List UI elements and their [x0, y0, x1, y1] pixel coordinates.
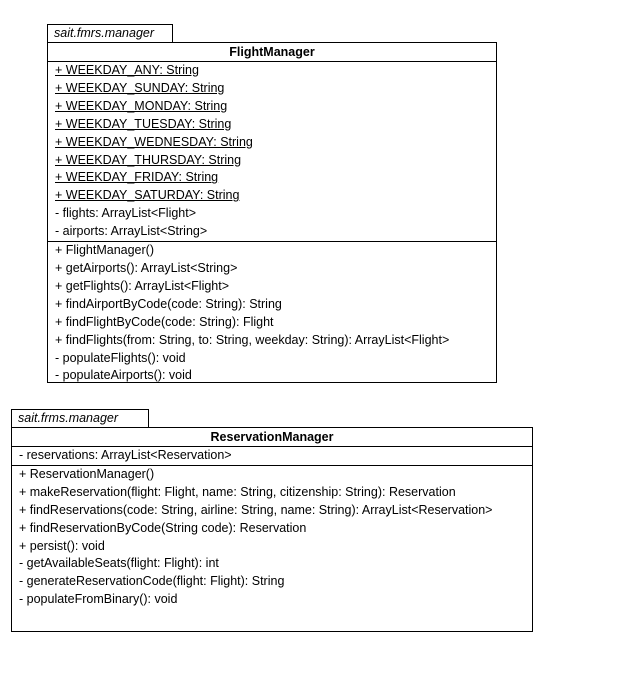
class-attribute: + WEEKDAY_THURSDAY: String	[55, 152, 242, 167]
class-attribute: + WEEKDAY_SUNDAY: String	[55, 80, 225, 95]
reservation-manager-methods	[12, 466, 532, 609]
flight-manager-methods	[48, 242, 496, 385]
class-method: + ReservationManager()	[19, 466, 155, 481]
class-method: - populateFlights(): void	[55, 350, 186, 365]
class-method: - populateFromBinary(): void	[19, 592, 178, 607]
class-attribute: + WEEKDAY_TUESDAY: String	[55, 116, 232, 131]
class-attribute: + WEEKDAY_ANY: String	[55, 63, 199, 77]
class-attribute: + WEEKDAY_FRIDAY: String	[55, 170, 219, 185]
reservation-manager-package-tab: sait.frms.manager	[11, 409, 149, 427]
class-method: + FlightManager()	[55, 243, 154, 258]
class-method: - generateReservationCode(flight: Flight): String	[19, 574, 285, 589]
class-method: + getAirports(): ArrayList<String>	[55, 260, 238, 275]
reservation-manager-attributes	[12, 447, 532, 466]
flight-manager-class-box	[47, 42, 497, 383]
class-method: + getFlights(): ArrayList<Flight>	[55, 278, 230, 293]
class-method: + findReservationByCode(String code): Reservation	[19, 520, 307, 535]
class-method: + findFlights(from: String, to: String, weekday: String): ArrayList<Flight>	[55, 332, 450, 347]
class-method: - populateAirports(): void	[55, 368, 192, 383]
class-method: + findFlightByCode(code: String): Flight	[55, 314, 274, 329]
flight-manager-package-tab: sait.fmrs.manager	[47, 24, 173, 42]
reservation-manager-class-box	[11, 427, 533, 632]
flight-manager-attributes	[48, 62, 496, 242]
flight-manager-class-name: FlightManager	[48, 43, 496, 62]
class-method: + findAirportByCode(code: String): String	[55, 296, 282, 311]
class-attribute: - airports: ArrayList<String>	[55, 224, 208, 239]
class-method: - getAvailableSeats(flight: Flight): int	[19, 556, 219, 571]
class-attribute: + WEEKDAY_SATURDAY: String	[55, 188, 240, 203]
class-method: + persist(): void	[19, 538, 105, 553]
class-attribute: - flights: ArrayList<Flight>	[55, 206, 197, 221]
reservation-manager-class-name: ReservationManager	[12, 428, 532, 447]
class-method: + makeReservation(flight: Flight, name: String, citizenship: String): Reservation	[19, 484, 456, 499]
class-attribute: + WEEKDAY_WEDNESDAY: String	[55, 134, 253, 149]
class-method: + findReservations(code: String, airline: String, name: String): ArrayList<Reservation>	[19, 502, 493, 517]
class-attribute: + WEEKDAY_MONDAY: String	[55, 98, 228, 113]
class-attribute: - reservations: ArrayList<Reservation>	[19, 448, 232, 462]
